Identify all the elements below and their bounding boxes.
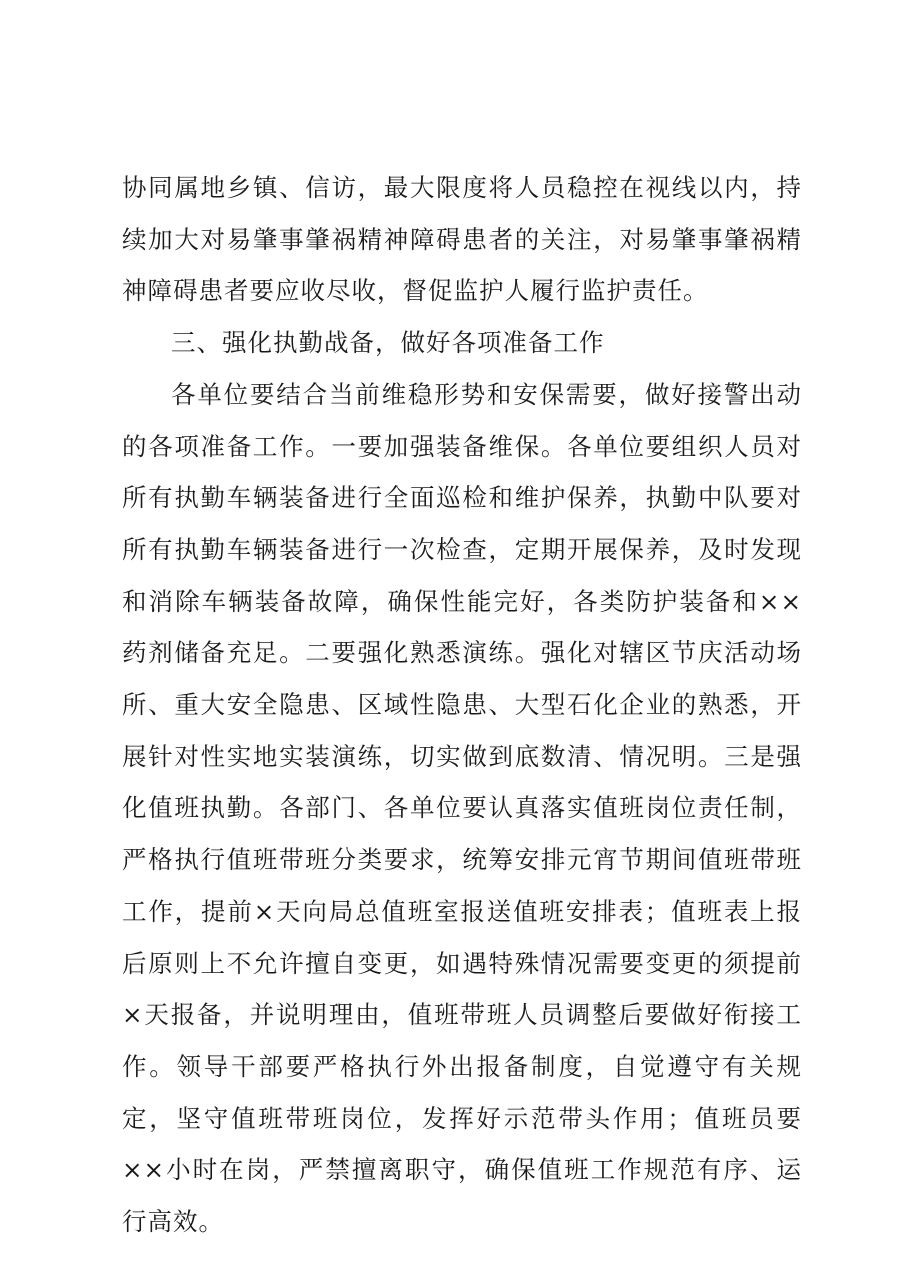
document-body [122,162,802,1248]
section-heading: 三、强化执勤战备，做好各项准备工作 [171,328,605,358]
paragraph-body: 各单位要结合当前维稳形势和安保需要，做好接警出动的各项准备工作。一要加强装备维保。各单位要组织人员对所有执勤车辆装备进行全面巡检和维护保养，执勤中队要对所有执勤车辆装备进行一次检查，定期开展保养，及时发现和消除车辆装备故障，确保性能完好，各类防护装备和××药剂储备充足。二要强化熟悉演练。强化对辖区节庆活动场所、重大安全隐患、区域性隐患、大型石化企业的熟悉，开展针对性实地实装演练，切实做到底数清、情况明。三是强化值班执勤。各部门、各单位要认真落实值班岗位责任制，严格执行值班带班分类要求，统筹安排元宵节期间值班带班工作，提前×天向局总值班室报送值班安排表；值班表上报后原则上不允许擅自变更，如遇特殊情况需要变更的须提前×天报备，并说明理由，值班带班人员调整后要做好衔接工作。领导干部要严格执行外出报备制度，自觉遵守有关规定，坚守值班带班岗位，发挥好示范带头作用；值班员要××小时在岗，严禁擅离职守，确保值班工作规范有序、运行高效。 [122,379,802,1237]
paragraph-continuation: 协同属地乡镇、信访，最大限度将人员稳控在视线以内，持续加大对易肇事肇祸精神障碍患者的关注，对易肇事肇祸精神障碍患者要应收尽收，督促监护人履行监护责任。 [122,173,802,306]
